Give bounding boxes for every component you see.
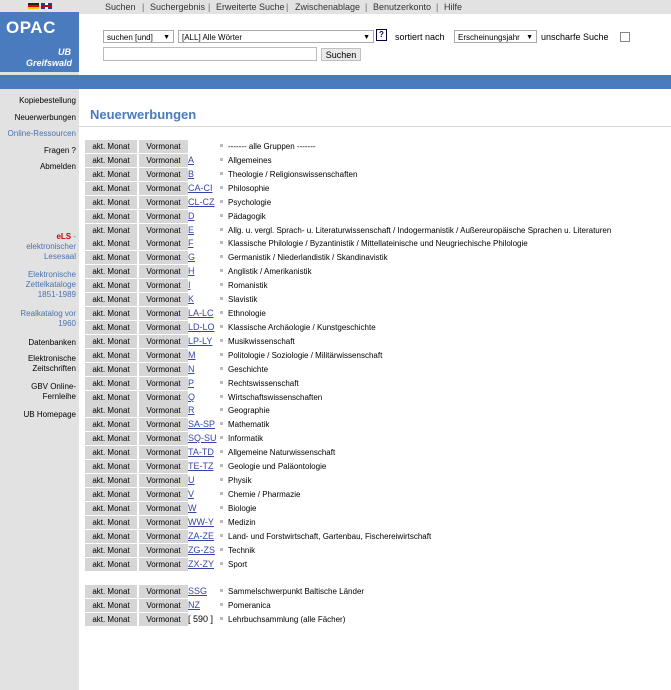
- list-item: [85, 516, 665, 529]
- group-label: Mathematik: [228, 420, 270, 429]
- sidebar-item-datenbanken[interactable]: Datenbanken: [28, 338, 76, 347]
- list-item: [85, 418, 665, 431]
- group-label: Klassische Archäologie / Kunstgeschichte: [228, 323, 376, 332]
- group-code-link[interactable]: TE-TZ: [188, 461, 214, 471]
- sidebar-item-zettelkataloge[interactable]: [0, 270, 76, 300]
- current-month-button[interactable]: akt. Monat: [85, 210, 137, 223]
- group-label: Germanistik / Niederlandistik / Skandinavistik: [228, 253, 388, 262]
- list-item: [85, 502, 665, 515]
- group-label: Geologie und Paläontologie: [228, 462, 327, 471]
- group-label: Allgemeines: [228, 156, 272, 165]
- sidebar-item-online-ressourcen[interactable]: Online-Ressourcen: [7, 129, 76, 138]
- group-code-link[interactable]: SA-SP: [188, 419, 216, 429]
- ezeitschriften-line2: Zeitschriften: [32, 364, 76, 373]
- els-line3: Lesesaal: [43, 252, 76, 261]
- previous-month-button[interactable]: Vormonat: [139, 335, 188, 348]
- group-label: Musikwissenschaft: [228, 337, 295, 346]
- previous-month-button[interactable]: Vormonat: [139, 516, 188, 529]
- bullet-icon: [220, 408, 223, 411]
- current-month-button[interactable]: akt. Monat: [85, 432, 137, 445]
- sidebar-item-ub-homepage[interactable]: UB Homepage: [23, 410, 76, 419]
- group-code-link[interactable]: LA-LC: [188, 308, 214, 318]
- els-line2: elektronischer: [26, 242, 76, 251]
- current-month-button[interactable]: akt. Monat: [85, 196, 137, 209]
- current-month-button[interactable]: akt. Monat: [85, 265, 137, 278]
- group-code-link[interactable]: CA-CI: [188, 183, 213, 193]
- bullet-icon: [220, 436, 223, 439]
- group-code-link[interactable]: A: [188, 155, 195, 165]
- group-code-link[interactable]: ZA-ZE: [188, 531, 214, 541]
- bullet-icon: [220, 214, 223, 217]
- current-month-button[interactable]: akt. Monat: [85, 182, 137, 195]
- previous-month-button[interactable]: Vormonat: [139, 140, 188, 153]
- previous-month-button[interactable]: Vormonat: [139, 418, 188, 431]
- current-month-button[interactable]: akt. Monat: [85, 418, 137, 431]
- group-label: Pädagogik: [228, 212, 266, 221]
- list-item: [85, 363, 665, 376]
- sidebar-item-ezeitschriften[interactable]: [0, 354, 76, 374]
- list-item: [85, 613, 665, 626]
- group-label: Psychologie: [228, 198, 272, 207]
- sort-value: Erscheinungsjahr: [458, 33, 520, 42]
- list-item: [85, 182, 665, 195]
- current-month-button[interactable]: akt. Monat: [85, 251, 137, 264]
- ezeitschriften-line1: Elektronische: [27, 354, 76, 363]
- previous-month-button[interactable]: Vormonat: [139, 404, 188, 417]
- bullet-icon: [220, 603, 223, 606]
- group-label: Sport: [228, 560, 248, 569]
- menu-erweiterte-suche[interactable]: Erweiterte Suche: [216, 2, 285, 12]
- current-month-button[interactable]: akt. Monat: [85, 544, 137, 557]
- bullet-icon: [220, 617, 223, 620]
- search-mode-value: suchen [und]: [107, 33, 153, 42]
- current-month-button[interactable]: akt. Monat: [85, 154, 137, 167]
- menu-suchergebnis[interactable]: Suchergebnis: [150, 2, 206, 12]
- bullet-icon: [220, 325, 223, 328]
- bullet-icon: [220, 367, 223, 370]
- current-month-button[interactable]: akt. Monat: [85, 377, 137, 390]
- zettelkataloge-line2: Zettelkataloge: [25, 280, 76, 289]
- zettelkataloge-line3: 1851-1989: [37, 290, 76, 299]
- current-month-button[interactable]: akt. Monat: [85, 460, 137, 473]
- bullet-icon: [220, 520, 223, 523]
- realkatalog-line1: Realkatalog vor: [20, 309, 76, 318]
- current-month-button[interactable]: akt. Monat: [85, 349, 137, 362]
- help-icon[interactable]: ?: [376, 29, 387, 41]
- group-label: Sammelschwerpunkt Baltische Länder: [228, 587, 365, 596]
- group-code-link[interactable]: K: [188, 294, 195, 304]
- bullet-icon: [220, 548, 223, 551]
- bullet-icon: [220, 534, 223, 537]
- group-code-link[interactable]: E: [188, 225, 195, 235]
- list-item: [85, 544, 665, 557]
- logo-city-text: Greifswald: [25, 58, 72, 68]
- previous-month-button[interactable]: Vormonat: [139, 279, 188, 292]
- list-item: [85, 237, 665, 250]
- menu-separator: |: [142, 2, 145, 12]
- group-code-link[interactable]: H: [188, 266, 195, 276]
- previous-month-button[interactable]: Vormonat: [139, 321, 188, 334]
- group-label: Wirtschaftswissenschaften: [228, 393, 323, 402]
- fuzzy-search-checkbox[interactable]: [620, 32, 630, 42]
- fernleihe-line2: Fernleihe: [42, 392, 76, 401]
- group-code-link[interactable]: SQ-SU: [188, 433, 217, 443]
- title-divider: [79, 126, 671, 127]
- current-month-button[interactable]: akt. Monat: [85, 488, 137, 501]
- sidebar-item-fragen[interactable]: Fragen ?: [43, 146, 76, 155]
- list-item: [85, 446, 665, 459]
- group-code-link[interactable]: TA-TD: [188, 447, 214, 457]
- group-label: Philosophie: [228, 184, 270, 193]
- group-label: Technik: [228, 546, 256, 555]
- sort-label: sortiert nach: [395, 32, 445, 42]
- previous-month-button[interactable]: Vormonat: [139, 307, 188, 320]
- previous-month-button[interactable]: Vormonat: [139, 251, 188, 264]
- current-month-button[interactable]: akt. Monat: [85, 613, 137, 626]
- current-month-button[interactable]: akt. Monat: [85, 224, 137, 237]
- group-code-link: [ 590 ]: [188, 614, 214, 624]
- previous-month-button[interactable]: Vormonat: [139, 544, 188, 557]
- list-item: [85, 349, 665, 362]
- current-month-button[interactable]: akt. Monat: [85, 585, 137, 598]
- current-month-button[interactable]: akt. Monat: [85, 558, 137, 571]
- logo-opac-text: OPAC: [6, 18, 56, 37]
- search-field-value: [ALL] Alle Wörter: [182, 33, 243, 42]
- previous-month-button[interactable]: Vormonat: [139, 432, 188, 445]
- menu-separator: |: [436, 2, 439, 12]
- group-code-link[interactable]: N: [188, 364, 195, 374]
- list-item: [85, 377, 665, 390]
- sort-select[interactable]: [454, 30, 537, 43]
- search-field-select[interactable]: [178, 30, 374, 43]
- group-code-link[interactable]: ZG-ZS: [188, 545, 215, 555]
- current-month-button[interactable]: akt. Monat: [85, 530, 137, 543]
- list-item: [85, 321, 665, 334]
- previous-month-button[interactable]: Vormonat: [139, 210, 188, 223]
- bullet-icon: [220, 158, 223, 161]
- list-item: [85, 196, 665, 209]
- list-item: [85, 432, 665, 445]
- bullet-icon: [220, 172, 223, 175]
- previous-month-button[interactable]: Vormonat: [139, 196, 188, 209]
- group-code-link[interactable]: LD-LO: [188, 322, 215, 332]
- menu-separator: |: [208, 2, 211, 12]
- english-flag-icon[interactable]: [41, 3, 52, 9]
- bullet-icon: [220, 186, 223, 189]
- group-label: Geographie: [228, 406, 270, 415]
- previous-month-button[interactable]: Vormonat: [139, 224, 188, 237]
- list-item: [85, 265, 665, 278]
- bullet-icon: [220, 269, 223, 272]
- logo-ub-text: UB: [58, 47, 71, 57]
- list-item: [85, 558, 665, 571]
- group-code-link[interactable]: SSG: [188, 586, 208, 596]
- sidebar-item-els[interactable]: [0, 232, 76, 262]
- bullet-icon: [220, 589, 223, 592]
- group-label: Klassische Philologie / Byzantinistik / Mittellateinische und Neugriechische Philologie: [228, 239, 528, 248]
- group-code-link[interactable]: G: [188, 252, 196, 262]
- bullet-icon: [220, 241, 223, 244]
- menu-separator: |: [286, 2, 289, 12]
- previous-month-button[interactable]: Vormonat: [139, 530, 188, 543]
- previous-month-button[interactable]: Vormonat: [139, 558, 188, 571]
- current-month-button[interactable]: akt. Monat: [85, 404, 137, 417]
- search-input[interactable]: [103, 47, 317, 61]
- list-item: [85, 335, 665, 348]
- bullet-icon: [220, 464, 223, 467]
- menu-benutzerkonto[interactable]: Benutzerkonto: [373, 2, 432, 12]
- sidebar-item-abmelden[interactable]: Abmelden: [39, 162, 76, 171]
- search-mode-select[interactable]: [103, 30, 174, 43]
- group-label: Slavistik: [228, 295, 258, 304]
- current-month-button[interactable]: akt. Monat: [85, 599, 137, 612]
- group-code-link[interactable]: CL-CZ: [188, 197, 215, 207]
- bullet-icon: [220, 353, 223, 356]
- bullet-icon: [220, 339, 223, 342]
- els-dash: -: [71, 232, 76, 241]
- group-code-link[interactable]: D: [188, 211, 195, 221]
- group-code-link[interactable]: F: [188, 238, 194, 248]
- bullet-icon: [220, 228, 223, 231]
- top-menu: [79, 0, 671, 14]
- group-label: Land- und Forstwirtschaft, Gartenbau, Fischereiwirtschaft: [228, 532, 432, 541]
- bullet-icon: [220, 255, 223, 258]
- bullet-icon: [220, 422, 223, 425]
- previous-month-button[interactable]: Vormonat: [139, 377, 188, 390]
- sidebar-item-realkatalog[interactable]: [0, 309, 76, 329]
- group-code-link[interactable]: P: [188, 378, 195, 388]
- list-item: [85, 293, 665, 306]
- current-month-button[interactable]: akt. Monat: [85, 279, 137, 292]
- previous-month-button[interactable]: Vormonat: [139, 349, 188, 362]
- list-item: [85, 599, 665, 612]
- previous-month-button[interactable]: Vormonat: [139, 502, 188, 515]
- bullet-icon: [220, 297, 223, 300]
- bullet-icon: [220, 283, 223, 286]
- current-month-button[interactable]: akt. Monat: [85, 391, 137, 404]
- chevron-down-icon: ▼: [163, 34, 170, 41]
- group-label: Medizin: [228, 518, 256, 527]
- previous-month-button[interactable]: Vormonat: [139, 460, 188, 473]
- menu-suchen[interactable]: Suchen: [105, 2, 136, 12]
- group-code-link[interactable]: V: [188, 489, 195, 499]
- chevron-down-icon: ▼: [526, 34, 533, 41]
- current-month-button[interactable]: akt. Monat: [85, 237, 137, 250]
- bullet-icon: [220, 311, 223, 314]
- bullet-icon: [220, 506, 223, 509]
- group-label: Lehrbuchsammlung (alle Fächer): [228, 615, 346, 624]
- realkatalog-line2: 1960: [58, 319, 76, 328]
- list-item: [85, 460, 665, 473]
- bullet-icon: [220, 395, 223, 398]
- page-title: Neuerwerbungen: [90, 107, 197, 122]
- previous-month-button[interactable]: Vormonat: [139, 599, 188, 612]
- els-label: eLS: [56, 232, 72, 241]
- bullet-icon: [220, 492, 223, 495]
- opac-logo[interactable]: [0, 12, 79, 72]
- search-button[interactable]: Suchen: [321, 48, 361, 61]
- menu-zwischenablage[interactable]: Zwischenablage: [295, 2, 361, 12]
- group-label: ------- alle Gruppen -------: [228, 142, 316, 151]
- current-month-button[interactable]: akt. Monat: [85, 474, 137, 487]
- list-item: [85, 140, 665, 153]
- zettelkataloge-line1: Elektronische: [27, 270, 76, 279]
- list-item: [85, 168, 665, 181]
- search-area: [79, 14, 671, 75]
- menu-separator: |: [365, 2, 368, 12]
- bullet-icon: [220, 144, 223, 147]
- group-label: Physik: [228, 476, 252, 485]
- group-code-link[interactable]: R: [188, 405, 195, 415]
- list-item: [85, 404, 665, 417]
- chevron-down-icon: ▼: [363, 34, 370, 41]
- list-item: [85, 224, 665, 237]
- current-month-button[interactable]: akt. Monat: [85, 363, 137, 376]
- group-code-link[interactable]: WW-Y: [188, 517, 214, 527]
- group-code-link[interactable]: I: [188, 280, 191, 290]
- bullet-icon: [220, 450, 223, 453]
- previous-month-button[interactable]: Vormonat: [139, 154, 188, 167]
- list-item: [85, 307, 665, 320]
- group-code-link[interactable]: B: [188, 169, 195, 179]
- list-item: [85, 585, 665, 598]
- previous-month-button[interactable]: Vormonat: [139, 265, 188, 278]
- group-label: Informatik: [228, 434, 264, 443]
- current-month-button[interactable]: akt. Monat: [85, 321, 137, 334]
- group-label: Allg. u. vergl. Sprach- u. Literaturwissenschaft / Indogermanistik / Außereuropäische Sprachen u. Literaturen: [228, 226, 612, 235]
- group-code-link[interactable]: U: [188, 475, 195, 485]
- bullet-icon: [220, 562, 223, 565]
- group-label: Rechtswissenschaft: [228, 379, 299, 388]
- list-item: [85, 474, 665, 487]
- list-item: [85, 488, 665, 501]
- list-item: [85, 251, 665, 264]
- previous-month-button[interactable]: Vormonat: [139, 391, 188, 404]
- group-label: Geschichte: [228, 365, 269, 374]
- blue-divider-bar: [0, 75, 671, 89]
- previous-month-button[interactable]: Vormonat: [139, 168, 188, 181]
- language-switch[interactable]: [28, 3, 52, 9]
- group-code-link[interactable]: ZX-ZY: [188, 559, 214, 569]
- previous-month-button[interactable]: Vormonat: [139, 488, 188, 501]
- current-month-button[interactable]: akt. Monat: [85, 516, 137, 529]
- group-code-link[interactable]: LP-LY: [188, 336, 213, 346]
- group-label: Pomeranica: [228, 601, 271, 610]
- previous-month-button[interactable]: Vormonat: [139, 613, 188, 626]
- german-flag-icon[interactable]: [28, 3, 39, 9]
- previous-month-button[interactable]: Vormonat: [139, 182, 188, 195]
- current-month-button[interactable]: akt. Monat: [85, 335, 137, 348]
- group-label: Biologie: [228, 504, 257, 513]
- previous-month-button[interactable]: Vormonat: [139, 293, 188, 306]
- current-month-button[interactable]: akt. Monat: [85, 502, 137, 515]
- group-code-link[interactable]: W: [188, 503, 197, 513]
- group-label: Theologie / Religionswissenschaften: [228, 170, 358, 179]
- sidebar-item-kopiebestellung[interactable]: Kopiebestellung: [19, 96, 76, 105]
- group-label: Anglistik / Amerikanistik: [228, 267, 312, 276]
- previous-month-button[interactable]: Vormonat: [139, 237, 188, 250]
- bullet-icon: [220, 381, 223, 384]
- group-label: Chemie / Pharmazie: [228, 490, 301, 499]
- group-label: Ethnologie: [228, 309, 266, 318]
- current-month-button[interactable]: akt. Monat: [85, 168, 137, 181]
- sidebar-item-fernleihe[interactable]: [0, 382, 76, 402]
- group-code-link[interactable]: M: [188, 350, 196, 360]
- previous-month-button[interactable]: Vormonat: [139, 363, 188, 376]
- fuzzy-search-label: unscharfe Suche: [541, 32, 609, 42]
- sidebar-item-neuerwerbungen[interactable]: Neuerwerbungen: [14, 113, 76, 122]
- group-label: Allgemeine Naturwissenschaft: [228, 448, 336, 457]
- list-item: [85, 210, 665, 223]
- list-item: [85, 530, 665, 543]
- fernleihe-line1: GBV Online-: [31, 382, 76, 391]
- current-month-button[interactable]: akt. Monat: [85, 293, 137, 306]
- bullet-icon: [220, 200, 223, 203]
- list-item: [85, 154, 665, 167]
- previous-month-button[interactable]: Vormonat: [139, 446, 188, 459]
- menu-hilfe[interactable]: Hilfe: [444, 2, 463, 12]
- group-label: Politologie / Soziologie / Militärwissenschaft: [228, 351, 383, 360]
- group-code-link[interactable]: Q: [188, 392, 196, 402]
- list-item: [85, 391, 665, 404]
- current-month-button[interactable]: akt. Monat: [85, 446, 137, 459]
- group-label: Romanistik: [228, 281, 268, 290]
- list-item: [85, 279, 665, 292]
- previous-month-button[interactable]: Vormonat: [139, 585, 188, 598]
- current-month-button[interactable]: akt. Monat: [85, 307, 137, 320]
- group-code-link[interactable]: NZ: [188, 600, 200, 610]
- current-month-button[interactable]: akt. Monat: [85, 140, 137, 153]
- bullet-icon: [220, 478, 223, 481]
- previous-month-button[interactable]: Vormonat: [139, 474, 188, 487]
